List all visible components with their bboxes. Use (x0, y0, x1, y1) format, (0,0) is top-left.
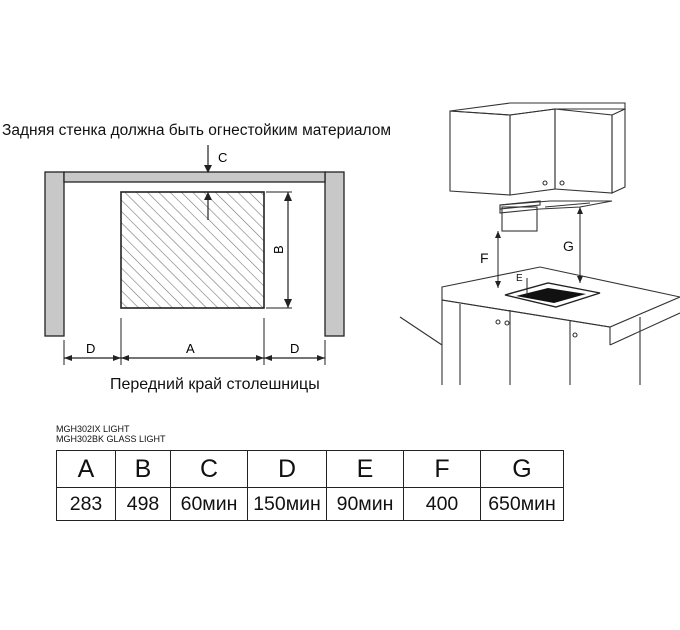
label-c: C (218, 150, 228, 165)
front-edge-caption: Передний край столешницы (110, 376, 320, 393)
model-name-2: MGH302BK GLASS LIGHT (56, 434, 166, 444)
header-e: E (327, 451, 404, 488)
header-a: A (57, 451, 116, 488)
header-g: G (481, 451, 564, 488)
value-c: 60мин (171, 488, 248, 521)
upper-cabinet-left (450, 111, 510, 195)
label-f: F (480, 250, 489, 266)
label-g: G (563, 238, 574, 254)
label-d-left: D (86, 341, 96, 356)
rear-wall-caption: Задняя стенка должна быть огнестойким материалом (2, 122, 391, 139)
header-d: D (248, 451, 327, 488)
hob-cutout (121, 192, 264, 308)
label-e: E (516, 273, 523, 284)
label-a: A (186, 341, 195, 356)
table-value-row (57, 488, 564, 521)
dimensions-table (56, 450, 564, 521)
header-c: C (171, 451, 248, 488)
value-d: 150мин (248, 488, 327, 521)
right-side-wall (325, 172, 344, 336)
model-names (56, 424, 166, 444)
left-side-wall (45, 172, 64, 336)
model-name-1: MGH302IX LIGHT (56, 424, 130, 434)
rear-wall (64, 172, 325, 182)
label-b: B (271, 245, 286, 254)
value-g: 650мин (481, 488, 564, 521)
table-header-row (57, 451, 564, 488)
value-b: 498 (116, 488, 171, 521)
plan-view-diagram (0, 0, 360, 380)
header-b: B (116, 451, 171, 488)
header-f: F (404, 451, 481, 488)
value-a: 283 (57, 488, 116, 521)
label-d-right: D (290, 341, 300, 356)
value-e: 90мин (327, 488, 404, 521)
kitchen-installation-diagram (380, 95, 680, 385)
value-f: 400 (404, 488, 481, 521)
